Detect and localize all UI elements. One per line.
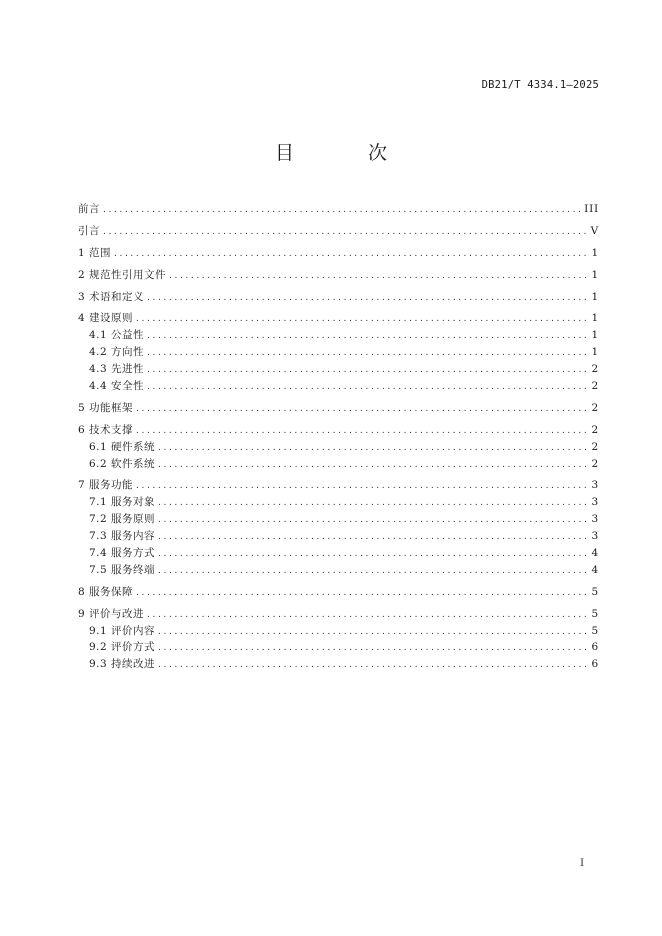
document-code: DB21/T 4334.1—2025 — [481, 79, 599, 91]
table-of-contents — [78, 201, 599, 673]
dot-leader — [158, 529, 587, 546]
toc-entry-title: 7.4 服务方式 — [89, 547, 156, 560]
dot-leader — [147, 290, 587, 307]
toc-entry-title: 前言 — [78, 203, 100, 215]
toc-entry[interactable] — [78, 545, 599, 562]
toc-entry-title: 5 功能框架 — [78, 401, 134, 414]
toc-entry-page: 3 — [591, 496, 599, 509]
toc-entry-page: 1 — [591, 312, 599, 325]
toc-entry-page: 3 — [591, 530, 599, 543]
toc-entry-page: 1 — [591, 329, 599, 342]
dot-leader — [158, 440, 587, 457]
dot-leader — [136, 311, 587, 328]
toc-entry[interactable] — [78, 344, 599, 361]
toc-entry[interactable] — [78, 456, 599, 473]
toc-entry-title: 7.3 服务内容 — [89, 530, 156, 543]
toc-entry-page: 5 — [591, 585, 599, 598]
toc-entry-page: 6 — [591, 641, 599, 654]
toc-entry-title: 9.1 评价内容 — [89, 624, 156, 637]
toc-entry[interactable] — [78, 494, 599, 511]
toc-entry[interactable] — [78, 511, 599, 528]
toc-entry-title: 4.2 方向性 — [89, 346, 145, 359]
toc-entry[interactable] — [78, 201, 599, 218]
page-number: I — [580, 857, 585, 869]
dot-leader — [158, 457, 587, 474]
toc-entry[interactable] — [78, 422, 599, 439]
toc-entry-title: 7.5 服务终端 — [89, 563, 156, 576]
toc-entry[interactable] — [78, 310, 599, 327]
toc-entry-page: 2 — [591, 363, 599, 376]
toc-entry[interactable] — [78, 267, 599, 284]
toc-entry-page: 5 — [591, 607, 599, 620]
toc-entry-page: 2 — [591, 440, 599, 453]
dot-leader — [103, 224, 587, 241]
dot-leader — [147, 345, 587, 362]
toc-entry[interactable] — [78, 562, 599, 579]
toc-entry[interactable] — [78, 223, 599, 240]
toc-entry-page: III — [584, 203, 599, 215]
dot-leader — [136, 585, 587, 602]
toc-entry-title: 4.4 安全性 — [89, 380, 145, 393]
toc-entry-title: 9 评价与改进 — [78, 607, 145, 620]
toc-entry[interactable] — [78, 327, 599, 344]
toc-entry-page: 2 — [591, 401, 599, 414]
toc-entry[interactable] — [78, 584, 599, 601]
toc-entry-title: 4.3 先进性 — [89, 363, 145, 376]
page-title: 目 次 — [274, 142, 422, 164]
dot-leader — [158, 546, 587, 563]
toc-entry-page: 2 — [591, 457, 599, 470]
dot-leader — [103, 202, 580, 219]
toc-entry-title: 7 服务功能 — [78, 479, 134, 492]
toc-entry-title: 1 范围 — [78, 246, 112, 259]
dot-leader — [158, 624, 587, 641]
toc-entry-page: 1 — [591, 346, 599, 359]
toc-entry-page: 1 — [591, 290, 599, 303]
toc-entry[interactable] — [78, 361, 599, 378]
toc-entry-page: 5 — [591, 624, 599, 637]
toc-entry-page: 2 — [591, 423, 599, 436]
dot-leader — [169, 268, 587, 285]
dot-leader — [114, 246, 587, 263]
dot-leader — [147, 379, 587, 396]
dot-leader — [158, 512, 587, 529]
toc-entry-title: 6.2 软件系统 — [89, 457, 156, 470]
toc-entry-page: 2 — [591, 380, 599, 393]
toc-entry-title: 9.2 评价方式 — [89, 641, 156, 654]
toc-entry-page: 1 — [591, 268, 599, 281]
toc-entry-title: 7.2 服务原则 — [89, 513, 156, 526]
dot-leader — [158, 563, 587, 580]
toc-entry-title: 4 建设原则 — [78, 312, 134, 325]
toc-entry[interactable] — [78, 289, 599, 306]
toc-entry[interactable] — [78, 623, 599, 640]
toc-entry[interactable] — [78, 528, 599, 545]
toc-entry-title: 引言 — [78, 224, 100, 237]
toc-entry[interactable] — [78, 400, 599, 417]
toc-entry[interactable] — [78, 439, 599, 456]
toc-entry-title: 9.3 持续改进 — [89, 658, 156, 671]
dot-leader — [147, 607, 587, 624]
dot-leader — [147, 328, 587, 345]
toc-entry-title: 6 技术支撑 — [78, 423, 134, 436]
toc-entry[interactable] — [78, 606, 599, 623]
toc-entry[interactable] — [78, 245, 599, 262]
toc-entry-page: 3 — [591, 513, 599, 526]
toc-entry-page: 1 — [591, 246, 599, 259]
toc-entry[interactable] — [78, 639, 599, 656]
dot-leader — [136, 478, 587, 495]
dot-leader — [158, 657, 587, 674]
toc-entry-page: 4 — [591, 547, 599, 560]
toc-entry-page: V — [590, 224, 599, 237]
dot-leader — [158, 640, 587, 657]
toc-entry[interactable] — [78, 656, 599, 673]
toc-entry-page: 3 — [591, 479, 599, 492]
dot-leader — [158, 495, 587, 512]
toc-entry-title: 8 服务保障 — [78, 585, 134, 598]
toc-entry-title: 4.1 公益性 — [89, 329, 145, 342]
toc-entry-title: 2 规范性引用文件 — [78, 268, 167, 281]
toc-entry-page: 6 — [591, 658, 599, 671]
toc-entry-title: 7.1 服务对象 — [89, 496, 156, 509]
toc-entry-title: 3 术语和定义 — [78, 290, 145, 303]
toc-entry[interactable] — [78, 477, 599, 494]
dot-leader — [136, 423, 587, 440]
dot-leader — [136, 401, 587, 418]
toc-entry-title: 6.1 硬件系统 — [89, 440, 156, 453]
toc-entry-page: 4 — [591, 563, 599, 576]
toc-entry[interactable] — [78, 378, 599, 395]
dot-leader — [147, 362, 587, 379]
